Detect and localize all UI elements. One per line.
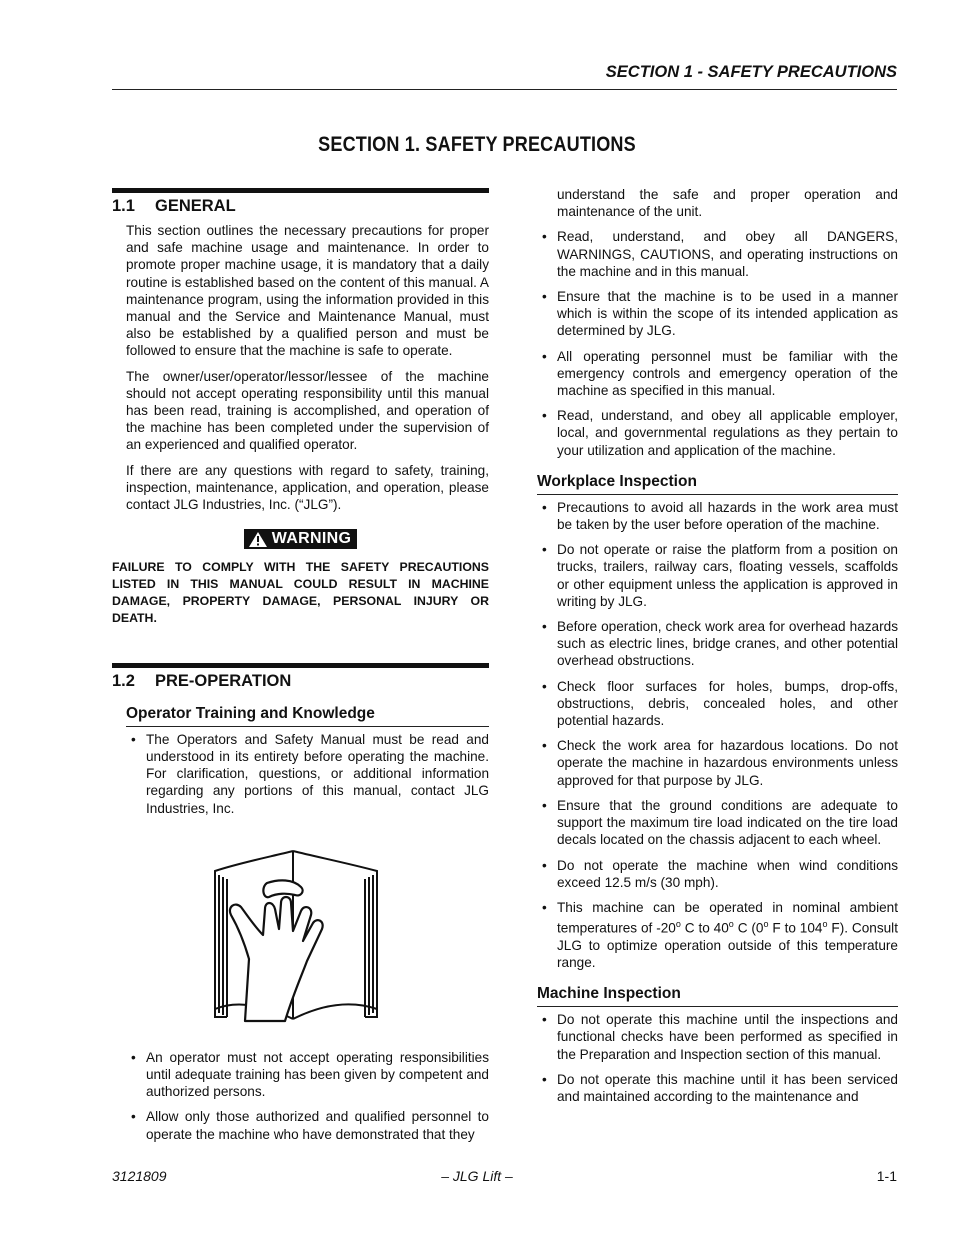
list-item: • Ensure that the machine is to be used in a manner which is within the scope of its intended application as determined by JLG. bbox=[537, 288, 898, 340]
degree-sup: o bbox=[822, 919, 828, 930]
degree-sup: o bbox=[675, 919, 681, 930]
temp-text: F). Consult JLG to optimize operation outside of this temperature range. bbox=[557, 920, 898, 971]
list-item: • Do not operate this machine until it has been serviced and maintained according to the maintenance and bbox=[537, 1071, 898, 1105]
list-item: • Precautions to avoid all hazards in the work area must be taken by the user before operation of the machine. bbox=[537, 499, 898, 533]
list-item: • All operating personnel must be familiar with the emergency controls and emergency operation of the machine as specified in this manual. bbox=[537, 348, 898, 400]
subheading-workplace-inspection: Workplace Inspection bbox=[537, 473, 898, 495]
temp-text: This machine can be operated in nominal ambient temperatures of -20 bbox=[557, 899, 898, 936]
operator-training-list-continued bbox=[126, 1049, 489, 1143]
warning-badge bbox=[244, 529, 357, 549]
list-item: • Allow only those authorized and qualified personnel to operate the machine who have demonstrated that they bbox=[126, 1108, 489, 1142]
section-number: 1.2 bbox=[112, 671, 135, 690]
list-item: • Do not operate this machine until the inspections and functional checks have been performed as specified in the Preparation and Inspection section of this manual. bbox=[537, 1011, 898, 1063]
right-column bbox=[537, 186, 898, 1113]
workplace-inspection-list bbox=[537, 499, 898, 971]
machine-inspection-list bbox=[537, 1011, 898, 1105]
continued-text: understand the safe and proper operation and maintenance of the unit. bbox=[557, 187, 898, 220]
footer-doc-number: 3121809 bbox=[112, 1168, 167, 1184]
degree-sup: o bbox=[763, 919, 769, 930]
list-item: • The Operators and Safety Manual must be read and understood in its entirety before operating the machine. For clarification, questions, or additional information regarding any portions of this manual, contact JLG Industries, Inc. bbox=[126, 731, 489, 817]
temp-text: F to 104 bbox=[768, 920, 823, 936]
list-item: • Read, understand, and obey all applicable employer, local, and governmental regulations as they pertain to your utilization and application of the machine. bbox=[537, 407, 898, 459]
footer-page-number: 1-1 bbox=[876, 1168, 897, 1184]
section-number: 1.1 bbox=[112, 197, 135, 215]
section-heading-general bbox=[112, 188, 489, 216]
left-column bbox=[112, 188, 489, 1151]
list-item: • Check floor surfaces for holes, bumps, drop-offs, obstructions, debris, concealed holes, and other potential hazards. bbox=[537, 678, 898, 730]
warning-label: WARNING bbox=[271, 530, 352, 548]
section-heading-pre-operation bbox=[112, 663, 489, 691]
warning-header bbox=[112, 529, 489, 553]
list-item: • Before operation, check work area for overhead hazards such as electric lines, bridge cranes, and other potential overhead obstructions. bbox=[537, 618, 898, 670]
list-item: • Read, understand, and obey all DANGERS, WARNINGS, CAUTIONS, and operating instructions on the machine and in this manual. bbox=[537, 228, 898, 280]
warning-triangle-icon bbox=[248, 531, 268, 548]
list-item: • Do not operate the machine when wind conditions exceed 12.5 m/s (30 mph). bbox=[537, 857, 898, 891]
section-title: GENERAL bbox=[155, 197, 236, 215]
footer-center: – JLG Lift – bbox=[441, 1168, 513, 1184]
reading-manual-illustration bbox=[209, 849, 384, 1024]
general-paragraph: The owner/user/operator/lessor/lessee of the machine should not accept operating responsibility until this manual has been read, training is accomplished, and operation of the machine has been completed under the supervision of an experienced and qualified operator. bbox=[126, 368, 489, 453]
list-item: • An operator must not accept operating responsibilities until adequate training has been given by competent and authorized persons. bbox=[126, 1049, 489, 1101]
list-item-temperature bbox=[537, 899, 898, 971]
degree-sup: o bbox=[728, 919, 734, 930]
subheading-machine-inspection: Machine Inspection bbox=[537, 985, 898, 1007]
list-item: • Check the work area for hazardous locations. Do not operate the machine in hazardous environments unless approved for that purpose by JLG. bbox=[537, 737, 898, 789]
temp-text: C (0 bbox=[733, 920, 764, 936]
general-paragraph: If there are any questions with regard to safety, training, inspection, maintenance, application, and operation, please contact JLG Industries, Inc. (“JLG”). bbox=[126, 462, 489, 513]
warning-text: FAILURE TO COMPLY WITH THE SAFETY PRECAUTIONS LISTED IN THIS MANUAL COULD RESULT IN MACHINE DAMAGE, PROPERTY DAMAGE, PERSONAL INJURY OR DEATH. bbox=[112, 559, 489, 625]
subheading-operator-training: Operator Training and Knowledge bbox=[126, 705, 489, 727]
page-title: SECTION 1. SAFETY PRECAUTIONS bbox=[318, 133, 636, 156]
general-paragraph: This section outlines the necessary precautions for proper and safe machine usage and maintenance. In order to promote proper machine usage, it is mandatory that a daily routine is established based on the content of this manual. A maintenance program, using the information provided in this manual and the Service and Maintenance Manual, must also be established by a qualified person and must be followed to ensure that the machine is safe to operate. bbox=[126, 223, 489, 359]
list-item: • Ensure that the ground conditions are adequate to support the maximum tire load indicated on the tire load decals located on the chassis adjacent to each wheel. bbox=[537, 797, 898, 849]
section-title: PRE-OPERATION bbox=[155, 671, 292, 690]
operator-training-list-right bbox=[537, 228, 898, 458]
running-header: SECTION 1 - SAFETY PRECAUTIONS bbox=[112, 63, 897, 90]
operator-training-list bbox=[126, 731, 489, 817]
temp-text: C to 40 bbox=[680, 920, 729, 936]
list-item: • Do not operate or raise the platform from a position on trucks, trailers, railway cars, floating vessels, scaffolds or other equipment unless the application is approved in writing by JLG. bbox=[537, 541, 898, 610]
